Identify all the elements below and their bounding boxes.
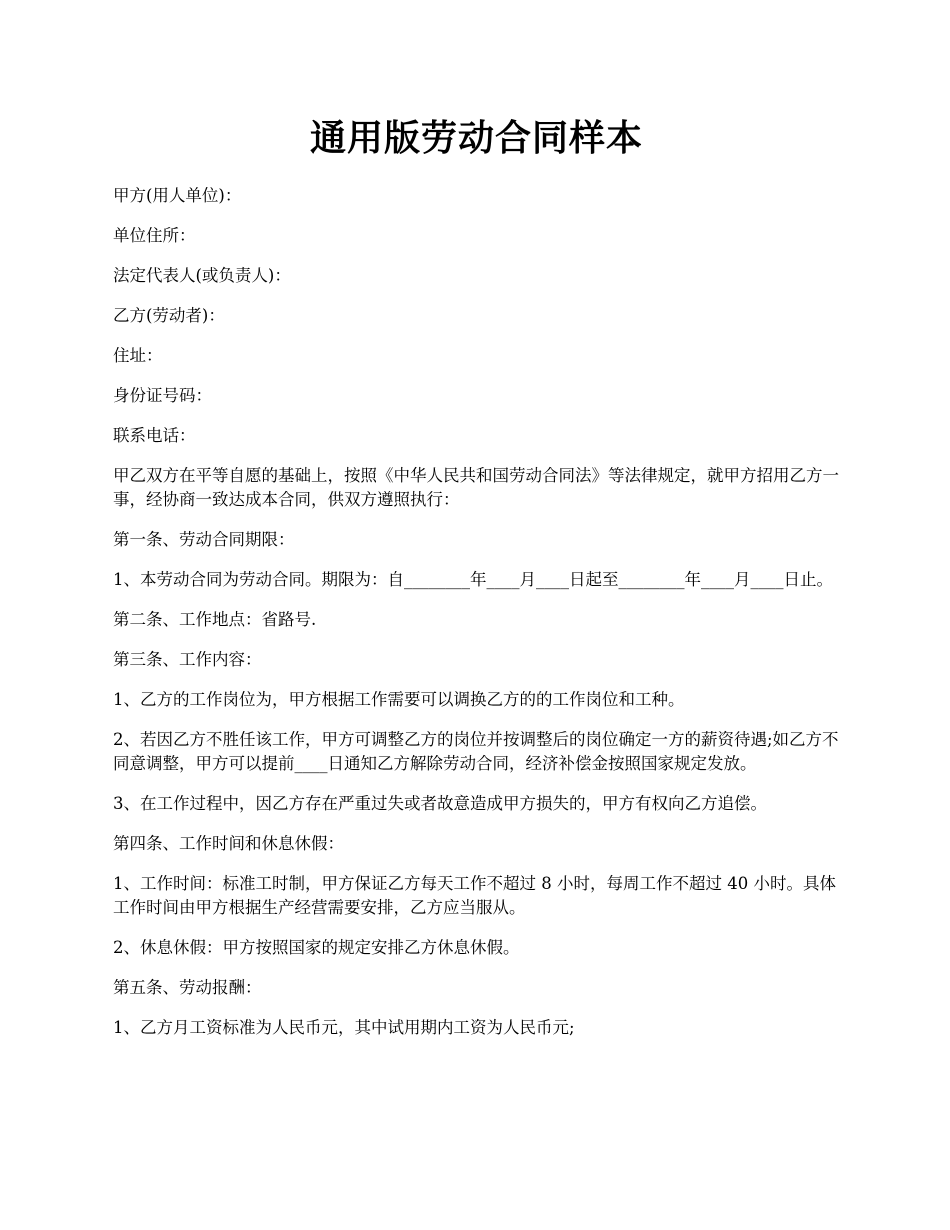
employee-address: 住址： bbox=[113, 346, 163, 365]
party-a-employer: 甲方(用人单位)： bbox=[113, 186, 242, 205]
contact-phone: 联系电话： bbox=[113, 426, 196, 445]
article-4-clause-2: 2、休息休假：甲方按照国家的规定安排乙方休息休假。 bbox=[113, 938, 520, 957]
document-title: 通用版劳动合同样本 bbox=[309, 117, 643, 159]
article-4-heading: 第四条、工作时间和休息休假： bbox=[113, 834, 344, 853]
article-5-heading: 第五条、劳动报酬： bbox=[113, 978, 262, 997]
article-5-clause-1: 1、乙方月工资标准为人民币元，其中试用期内工资为人民币元; bbox=[113, 1018, 575, 1037]
article-4-clause-1: 1、工作时间：标准工时制，甲方保证乙方每天工作不超过 8 小时，每周工作不超过 40 小时。具体工作时间由甲方根据生产经营需要安排，乙方应当服从。 bbox=[113, 874, 836, 917]
legal-representative: 法定代表人(或负责人)： bbox=[113, 266, 291, 285]
preamble: 甲乙双方在平等自愿的基础上，按照《中华人民共和国劳动合同法》等法律规定，就甲方招用乙方一事，经协商一致达成本合同，供双方遵照执行： bbox=[113, 466, 839, 509]
article-3-clause-2: 2、若因乙方不胜任该工作，甲方可调整乙方的岗位并按调整后的岗位确定一方的薪资待遇;如乙方不同意调整，甲方可以提前____日通知乙方解除劳动合同，经济补偿金按照国家规定发放。 bbox=[113, 730, 839, 773]
article-1-heading: 第一条、劳动合同期限： bbox=[113, 530, 295, 549]
party-b-employee: 乙方(劳动者)： bbox=[113, 306, 225, 325]
article-1-clause-1: 1、本劳动合同为劳动合同。期限为：自________年____月____日起至________年____月____日止。 bbox=[113, 570, 833, 589]
article-3-clause-3: 3、在工作过程中，因乙方存在严重过失或者故意造成甲方损失的，甲方有权向乙方追偿。 bbox=[113, 794, 767, 813]
id-number: 身份证号码： bbox=[113, 386, 212, 405]
article-3-heading: 第三条、工作内容： bbox=[113, 650, 262, 669]
employer-address: 单位住所： bbox=[113, 226, 196, 245]
article-2-heading: 第二条、工作地点：省路号. bbox=[113, 610, 317, 629]
article-3-clause-1: 1、乙方的工作岗位为，甲方根据工作需要可以调换乙方的的工作岗位和工种。 bbox=[113, 690, 685, 709]
